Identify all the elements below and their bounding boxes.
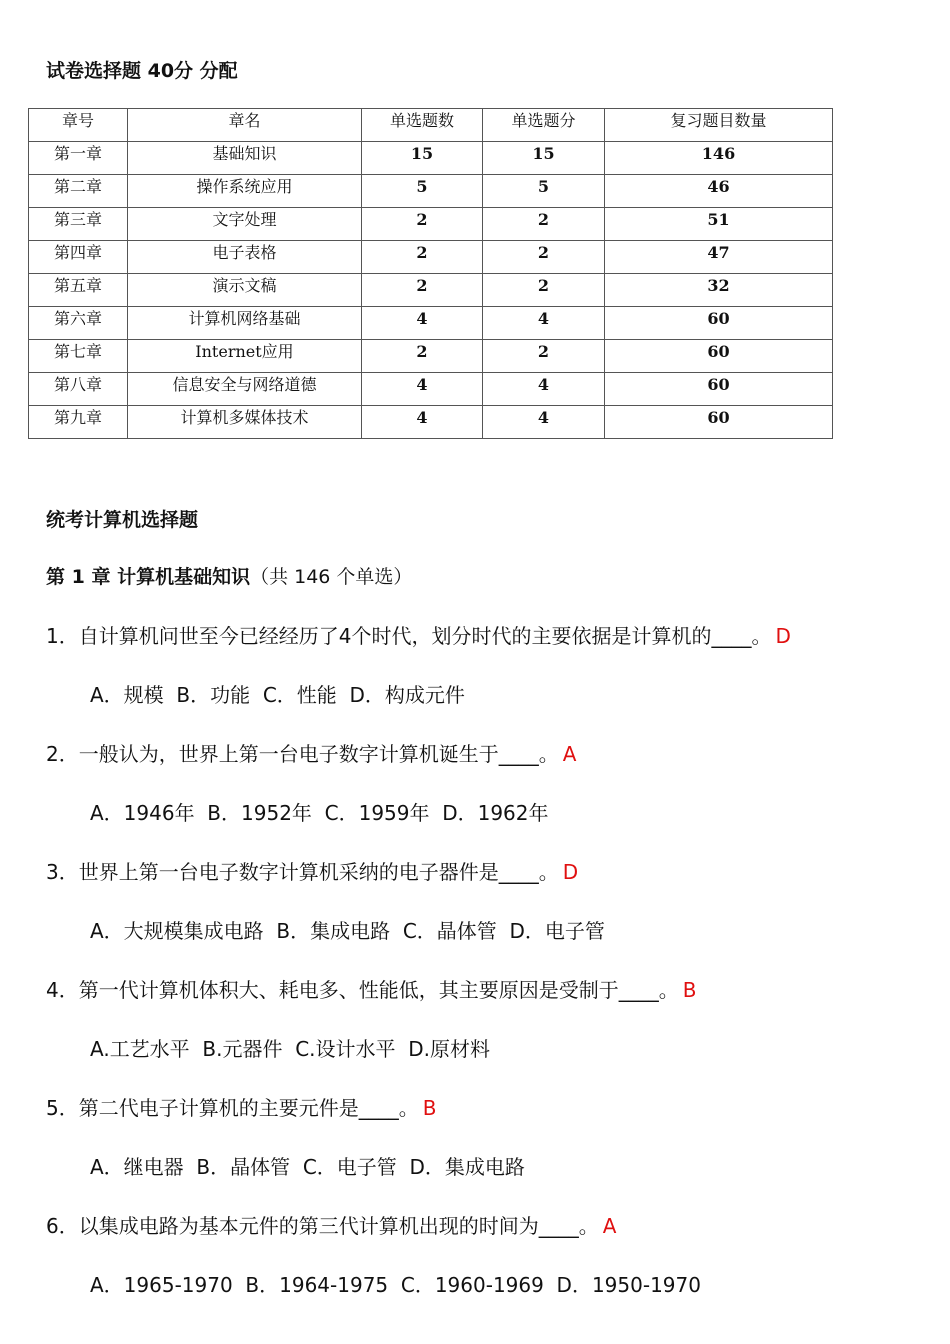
chapter-title: 第 1 章 计算机基础知识: [46, 566, 251, 588]
question-item: [46, 974, 696, 1003]
table-cell: 4: [362, 406, 483, 439]
table-cell: 4: [483, 373, 605, 406]
table-cell: 信息安全与网络道德: [128, 373, 362, 406]
question-item: [46, 856, 578, 885]
table-cell: 5: [483, 175, 605, 208]
table-cell: 32: [605, 274, 833, 307]
table-cell: 第九章: [29, 406, 128, 439]
table-header-row: [29, 109, 833, 142]
table-cell: 60: [605, 307, 833, 340]
question-text: 2．一般认为，世界上第一台电子数字计算机诞生于____。: [46, 742, 559, 766]
table-cell: 第三章: [29, 208, 128, 241]
table-row: [29, 373, 833, 406]
table-cell: 2: [483, 241, 605, 274]
answer-label: A: [602, 1214, 617, 1238]
chapter-heading: [46, 562, 412, 589]
table-cell: 基础知识: [128, 142, 362, 175]
table-cell: 第八章: [29, 373, 128, 406]
page-title: 试卷选择题 40分 分配: [46, 60, 238, 82]
answer-options: A．1965-1970 B．1964-1975 C．1960-1969 D．1950-1970: [90, 1273, 701, 1297]
table-row: [29, 175, 833, 208]
answer-options: A．继电器 B．晶体管 C．电子管 D．集成电路: [90, 1155, 525, 1179]
answer-label: A: [562, 742, 577, 766]
answer-label: D: [775, 624, 791, 648]
table-cell: 4: [362, 373, 483, 406]
table-cell: 计算机网络基础: [128, 307, 362, 340]
table-row: [29, 340, 833, 373]
table-row: [29, 406, 833, 439]
table-cell: 第六章: [29, 307, 128, 340]
table-row: [29, 307, 833, 340]
score-distribution-table: [28, 108, 833, 439]
table-cell: 第七章: [29, 340, 128, 373]
table-row: [29, 241, 833, 274]
answer-options: A．大规模集成电路 B．集成电路 C．晶体管 D．电子管: [90, 919, 605, 943]
table-row: [29, 208, 833, 241]
table-cell: 演示文稿: [128, 274, 362, 307]
section-title: 统考计算机选择题: [46, 509, 199, 531]
column-header: 章名: [128, 109, 362, 142]
table-cell: 第二章: [29, 175, 128, 208]
answer-options: A.工艺水平 B.元器件 C.设计水平 D.原材料: [90, 1037, 490, 1061]
table-cell: 2: [483, 340, 605, 373]
table-cell: 46: [605, 175, 833, 208]
table-cell: 5: [362, 175, 483, 208]
question-text: 4．第一代计算机体积大、耗电多、性能低，其主要原因是受制于____。: [46, 978, 679, 1002]
column-header: 单选题分: [483, 109, 605, 142]
table-cell: 操作系统应用: [128, 175, 362, 208]
table-cell: 电子表格: [128, 241, 362, 274]
table-cell: 60: [605, 373, 833, 406]
table-cell: 51: [605, 208, 833, 241]
table-cell: 文字处理: [128, 208, 362, 241]
question-item: [46, 738, 576, 767]
answer-options: A．1946年 B．1952年 C．1959年 D．1962年: [90, 801, 549, 825]
table-cell: 计算机多媒体技术: [128, 406, 362, 439]
table-cell: 4: [483, 307, 605, 340]
table-cell: 2: [483, 208, 605, 241]
table-cell: 2: [362, 208, 483, 241]
column-header: 单选题数: [362, 109, 483, 142]
answer-label: B: [422, 1096, 437, 1120]
table-cell: 第四章: [29, 241, 128, 274]
table-cell: 60: [605, 406, 833, 439]
question-text: 3．世界上第一台电子数字计算机采纳的电子器件是____。: [46, 860, 559, 884]
answer-label: D: [562, 860, 579, 884]
table-cell: Internet应用: [128, 340, 362, 373]
question-item: [46, 620, 791, 649]
table-cell: 47: [605, 241, 833, 274]
table-cell: 15: [483, 142, 605, 175]
table-row: [29, 274, 833, 307]
chapter-subtitle: （共 146 个单选）: [250, 566, 413, 588]
table-cell: 2: [362, 274, 483, 307]
question-text: 1．自计算机问世至今已经经历了4个时代，划分时代的主要依据是计算机的____。: [46, 624, 772, 648]
table-cell: 4: [483, 406, 605, 439]
table-cell: 146: [605, 142, 833, 175]
answer-options: A．规模 B．功能 C．性能 D．构成元件: [90, 683, 465, 707]
table-cell: 2: [362, 340, 483, 373]
table-cell: 2: [362, 241, 483, 274]
table-cell: 60: [605, 340, 833, 373]
answer-label: B: [682, 978, 697, 1002]
question-item: [46, 1210, 616, 1239]
column-header: 章号: [29, 109, 128, 142]
table-cell: 2: [483, 274, 605, 307]
table-cell: 第一章: [29, 142, 128, 175]
table-row: [29, 142, 833, 175]
question-item: [46, 1092, 436, 1121]
table-cell: 第五章: [29, 274, 128, 307]
table-cell: 15: [362, 142, 483, 175]
column-header: 复习题目数量: [605, 109, 833, 142]
question-text: 5．第二代电子计算机的主要元件是____。: [46, 1096, 419, 1120]
question-text: 6．以集成电路为基本元件的第三代计算机出现的时间为____。: [46, 1214, 599, 1238]
table-cell: 4: [362, 307, 483, 340]
